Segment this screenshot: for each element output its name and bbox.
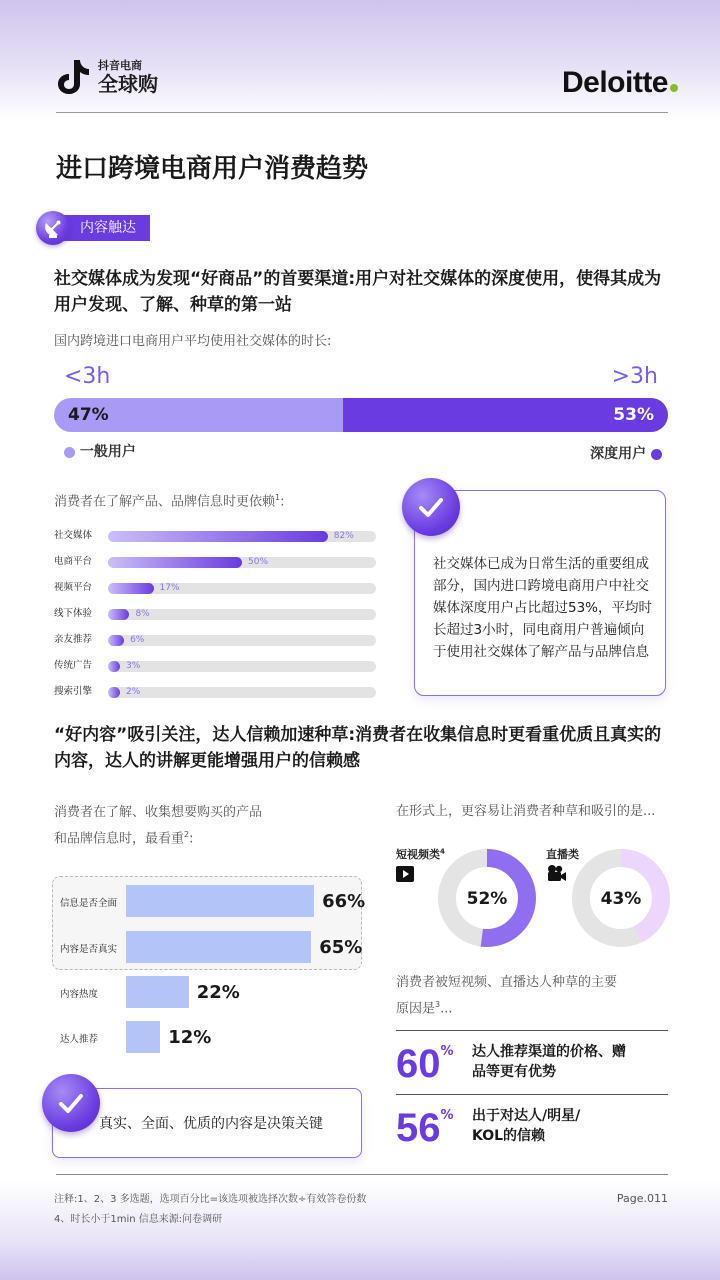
reason-caption (396, 972, 617, 1020)
stat-percent-sign: % (440, 1108, 454, 1123)
reliance-value-label: 3% (126, 661, 141, 671)
reliance-value-label: 8% (135, 609, 150, 619)
section-tag-label: 内容触达 (56, 215, 150, 241)
importance-bar (126, 976, 189, 1008)
donut-value-label: 43% (600, 889, 642, 909)
reliance-bar (108, 609, 129, 620)
stat-row (396, 1044, 454, 1084)
importance-value-label: 66% (322, 891, 366, 912)
usage-split-bar (54, 398, 668, 432)
split-right-label: >3h (611, 364, 658, 389)
stats-divider-middle (396, 1094, 668, 1095)
stat-description (472, 1042, 626, 1082)
check-badge-icon (402, 478, 460, 536)
stat-line2: 品等更有优势 (472, 1064, 556, 1080)
reliance-caption (54, 488, 285, 512)
footer-divider (56, 1174, 668, 1175)
reliance-category-label: 搜索引擎 (54, 686, 93, 697)
deloitte-logo (562, 66, 678, 100)
reliance-bar-track (108, 635, 376, 646)
check-badge-icon (42, 1074, 100, 1132)
importance-value-label: 65% (319, 937, 363, 958)
douyin-note-icon (56, 58, 90, 96)
reliance-row (54, 528, 384, 544)
stat-line1: 达人推荐渠道的价格、赠 (472, 1044, 626, 1060)
reliance-category-label: 社交媒体 (54, 530, 93, 541)
callout-text: 社交媒体已成为日常生活的重要组成部分，国内进口跨境电商用户中社交媒体深度用户占比超过53%，平均时长超过3小时，同电商用户普遍倾向于使用社交媒体了解产品与品牌信息 (433, 556, 653, 660)
reliance-category-label: 线下体验 (54, 608, 93, 619)
importance-bar (126, 885, 314, 917)
weight-caption-line1: 消费者在了解、收集想要购买的产品 (54, 805, 263, 820)
reliance-row (54, 658, 384, 674)
importance-category-label: 信息是否全面 (60, 898, 118, 909)
weight-footnote-mark: 2 (184, 830, 190, 839)
importance-bar (126, 1021, 160, 1053)
reliance-value-label: 17% (159, 583, 180, 593)
footnote-line1: 注释:1、2、3 多选题，选项百分比=该选项被选择次数÷有效答卷份数 (54, 1194, 367, 1205)
weight-caption (54, 802, 262, 850)
footnote (54, 1190, 366, 1230)
reason-caption-line2: 原因是 (396, 1001, 436, 1017)
split-right-segment (343, 398, 668, 432)
reliance-row (54, 684, 384, 700)
page-number: Page.011 (616, 1192, 668, 1205)
section1-heading: 社交媒体成为发现“好商品”的首要渠道:用户对社交媒体的深度使用，使得其成为用户发现、了解、种草的第一站 (54, 269, 662, 315)
header-divider (56, 112, 668, 113)
reliance-footnote-mark: 1 (275, 493, 281, 502)
douyin-global-logo (56, 58, 158, 96)
reliance-category-label: 视频平台 (54, 582, 93, 593)
reliance-bar-track (108, 687, 376, 698)
importance-category-label: 内容热度 (60, 989, 99, 1000)
satellite-dish-icon (36, 211, 70, 245)
reliance-row (54, 632, 384, 648)
split-left-value: 47% (68, 405, 109, 425)
reliance-bar (108, 557, 242, 568)
format-donut-charts (380, 840, 680, 960)
reliance-value-label: 50% (248, 557, 269, 567)
brand-title: 全球购 (98, 72, 158, 96)
footnote-line2: 4、时长小于1min 信息来源:问卷调研 (54, 1214, 223, 1225)
reason-footnote-mark: 3 (435, 1000, 441, 1009)
stat-description (472, 1106, 580, 1146)
stat-number: 56 (396, 1106, 441, 1150)
reliance-category-label: 亲友推荐 (54, 634, 93, 645)
donut-value-label: 52% (466, 889, 508, 909)
reliance-row (54, 606, 384, 622)
section-tag (36, 212, 150, 244)
reliance-bar (108, 687, 120, 698)
reliance-row (54, 554, 384, 570)
reliance-bar (108, 583, 154, 594)
reliance-value-label: 2% (126, 687, 141, 697)
legend-dot-light (64, 447, 75, 458)
split-caption: 国内跨境进口电商用户平均使用社交媒体的时长: (54, 334, 332, 349)
brand-subtitle: 抖音电商 (98, 59, 142, 72)
reason-caption-ellipsis: ... (440, 1001, 453, 1017)
page-title: 进口跨境电商用户消费趋势 (56, 154, 369, 184)
deloitte-wordmark: Deloitte (561, 66, 668, 99)
key-insight-text: 真实、全面、优质的内容是决策关键 (99, 1116, 323, 1132)
short-video-footnote-mark: 4 (440, 847, 445, 856)
reliance-bar (108, 661, 120, 672)
importance-category-label: 内容是否真实 (60, 944, 118, 955)
stats-divider-top (396, 1030, 668, 1031)
stat-number: 60 (396, 1042, 441, 1086)
reliance-bar (108, 531, 328, 542)
legend-dot-dark (651, 449, 662, 460)
reliance-bar-track (108, 583, 376, 594)
reliance-bar-track (108, 661, 376, 672)
reliance-value-label: 6% (130, 635, 145, 645)
stat-line1: 出于对达人/明星/ (472, 1108, 581, 1124)
importance-value-label: 12% (168, 1027, 212, 1048)
reason-caption-line1: 消费者被短视频、直播达人种草的主要 (396, 975, 618, 990)
short-video-label-text: 短视频类 (396, 848, 440, 861)
importance-category-label: 达人推荐 (60, 1034, 99, 1045)
legend-deep-users (590, 443, 662, 463)
deloitte-green-dot (670, 84, 678, 92)
stat-percent-sign: % (440, 1044, 454, 1059)
reliance-caption-text: 消费者在了解产品、品牌信息时更依赖 (54, 494, 276, 510)
reliance-bar-track (108, 557, 376, 568)
split-left-label: <3h (64, 364, 111, 389)
stat-row (396, 1108, 454, 1148)
importance-value-label: 22% (196, 982, 240, 1003)
live-label: 直播类 (546, 848, 579, 861)
reliance-category-label: 电商平台 (54, 556, 93, 567)
split-left-segment (54, 398, 343, 432)
stat-line2: KOL的信赖 (472, 1128, 546, 1144)
reliance-category-label: 传统广告 (54, 660, 93, 671)
reliance-bar (108, 635, 124, 646)
reliance-row (54, 580, 384, 596)
weight-caption-colon: : (189, 831, 194, 847)
section2-heading: “好内容”吸引关注，达人信赖加速种草:消费者在收集信息时更看重优质且真实的内容，达人的讲解更能增强用户的信赖感 (54, 725, 662, 771)
split-right-value: 53% (613, 405, 654, 425)
legend-general-users (64, 441, 136, 461)
reliance-caption-colon: : (280, 494, 285, 510)
importance-bar (126, 931, 311, 963)
legend-general-label: 一般用户 (79, 444, 136, 460)
weight-caption-line2: 和品牌信息时，最看重 (54, 831, 185, 847)
legend-deep-label: 深度用户 (590, 446, 647, 462)
form-caption: 在形式上，更容易让消费者种草和吸引的是... (396, 804, 656, 819)
reliance-value-label: 82% (333, 531, 354, 541)
